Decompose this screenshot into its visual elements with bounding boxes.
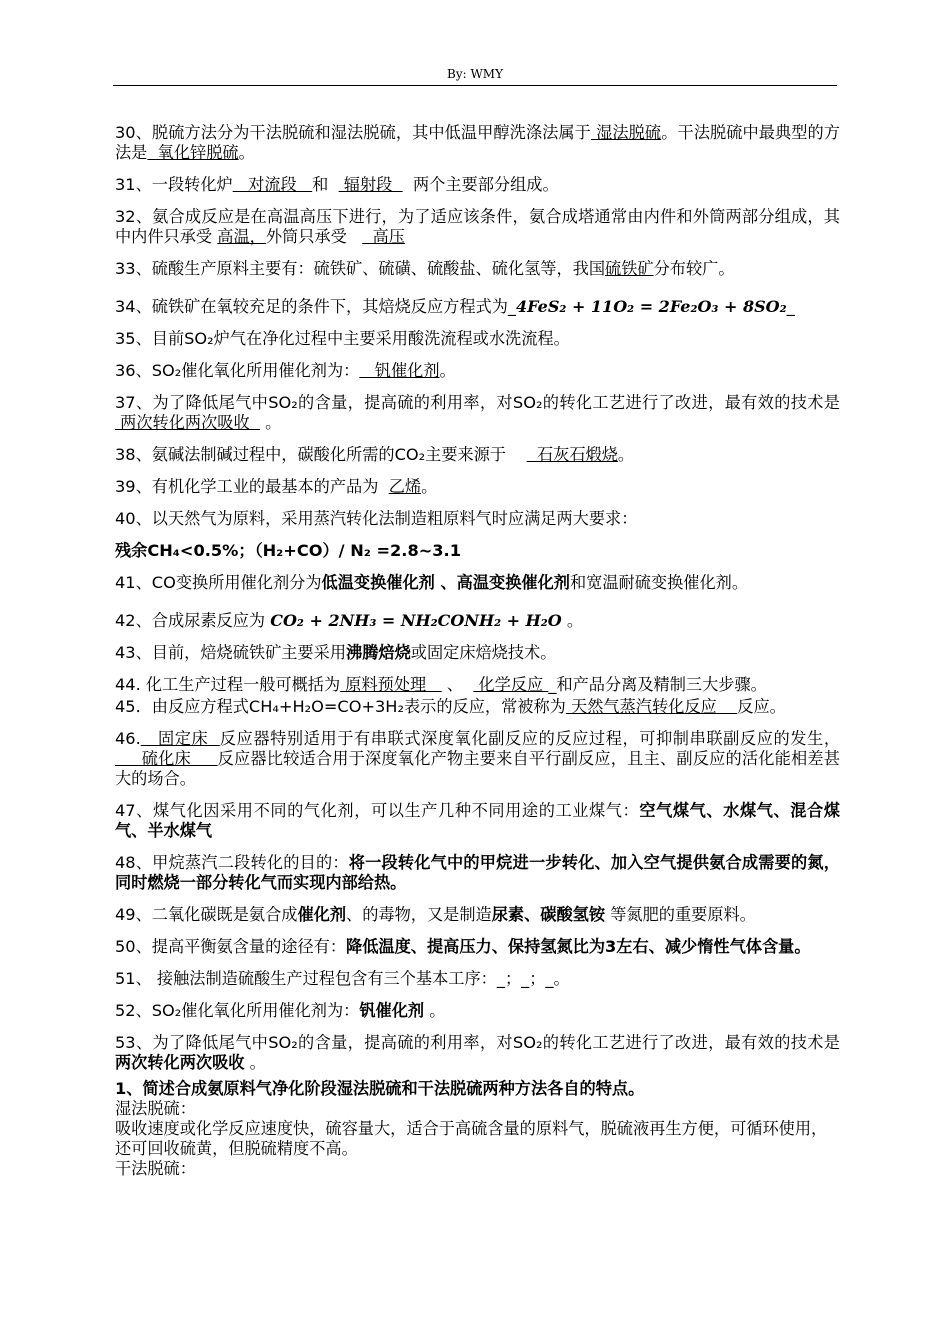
question-46: 46. 固定床 反应器特别适用于有串联式深度氧化副反应的反应过程，可抑制串联副反应的发生， 硫化床 反应器比较适合用于深度氧化产物主要来自平行副反应，且主、副反应的活化能相差甚大的场合。 xyxy=(115,729,841,788)
question-49: 49、二氧化碳既是氨合成催化剂、的毒物，又是制造尿素、碳酸氢铵 等氮肥的重要原料。 xyxy=(115,905,756,924)
essay-wet-text: 吸收速度或化学反应速度快，硫容量大，适合于高硫含量的原料气，脱硫液再生方便，可循环使用，还可回收硫黄，但脱硫精度不高。 xyxy=(115,1119,828,1158)
question-47: 47、煤气化因采用不同的气化剂，可以生产几种不同用途的工业煤气：空气煤气、水煤气、混合煤气、半水煤气 xyxy=(115,801,840,840)
question-34: 34、硫铁矿在氧较充足的条件下，其焙烧反应方程式为_4FeS₂ + 11O₂ = 2Fe₂O₃ + 8SO₂_ xyxy=(115,297,795,316)
formula-pyrite-roasting: 4FeS₂ + 11O₂ = 2Fe₂O₃ + 8SO₂ xyxy=(516,297,787,316)
question-53: 53、为了降低尾气中SO₂的含量，提高硫的利用率，对SO₂的转化工艺进行了改进，最有效的技术是 两次转化两次吸收 。 xyxy=(115,1033,840,1072)
question-40: 40、以天然气为原料，采用蒸汽转化法制造粗原料气时应满足两大要求： xyxy=(115,509,638,528)
question-45: 45．由反应方程式CH₄+H₂O=CO+3H₂表示的反应，常被称为 天然气蒸汽转化反应 反应。 xyxy=(115,697,786,716)
essay-dry-label: 干法脱硫： xyxy=(115,1159,196,1178)
question-32: 32、氨合成反应是在高温高压下进行，为了适应该条件，氨合成塔通常由内件和外筒两部分组成，其中内件只承受 高温，外筒只承受 高压 xyxy=(115,207,840,246)
question-33: 33、硫酸生产原料主要有：硫铁矿、硫磺、硫酸盐、硫化氢等，我国硫铁矿分布较广。 xyxy=(115,259,735,278)
question-51: 51、 接触法制造硫酸生产过程包含有三个基本工序：_；_；_。 xyxy=(115,969,570,988)
header-rule xyxy=(113,85,837,86)
question-52: 52、SO₂催化氧化所用催化剂为：钒催化剂 。 xyxy=(115,1001,446,1020)
question-38: 38、氨碱法制碱过程中，碳酸化所需的CO₂主要来源于 石灰石煅烧。 xyxy=(115,445,635,464)
question-41: 41、CO变换所用催化剂分为低温变换催化剂 、高温变换催化剂和宽温耐硫变换催化剂。 xyxy=(115,573,749,592)
question-48: 48、甲烷蒸汽二段转化的目的：将一段转化气中的甲烷进一步转化、加入空气提供氨合成需要的氮，同时燃烧一部分转化气而实现内部给热。 xyxy=(115,853,840,892)
document-body xyxy=(115,123,840,1179)
question-30: 30、脱硫方法分为干法脱硫和湿法脱硫，其中低温甲醇洗涤法属于 湿法脱硫。干法脱硫中最典型的方法是 氧化锌脱硫。 xyxy=(115,123,840,162)
question-43: 43、目前，焙烧硫铁矿主要采用沸腾焙烧或固定床焙烧技术。 xyxy=(115,643,557,662)
question-35: 35、目前SO₂炉气在净化过程中主要采用酸洗流程或水洗流程。 xyxy=(115,329,570,348)
question-39: 39、有机化学工业的最基本的产品为 乙烯。 xyxy=(115,477,438,496)
page-header: By: WMY xyxy=(447,67,503,81)
question-31: 31、一段转化炉 对流段 和 辐射段 两个主要部分组成。 xyxy=(115,175,559,194)
question-50: 50、提高平衡氨含量的途径有：降低温度、提高压力、保持氢氮比为3左右、减少惰性气体含量。 xyxy=(115,937,811,956)
question-42: 42、合成尿素反应为 CO₂ + 2NH₃ = NH₂CONH₂ + H₂O 。 xyxy=(115,611,584,630)
question-44: 44. 化工生产过程一般可概括为 原料预处理 、 化学反应 _和产品分离及精制三大步骤。 xyxy=(115,675,767,694)
question-40-answer: 残余CH₄<0.5%；（H₂+CO）/ N₂ =2.8~3.1 xyxy=(115,541,461,560)
question-36: 36、SO₂催化氧化所用催化剂为： 钒催化剂。 xyxy=(115,361,456,380)
formula-urea-synthesis: CO₂ + 2NH₃ = NH₂CONH₂ + H₂O xyxy=(270,611,562,630)
essay-wet-label: 湿法脱硫： xyxy=(115,1099,196,1118)
essay-title: 1、简述合成氨原料气净化阶段湿法脱硫和干法脱硫两种方法各自的特点。 xyxy=(115,1079,645,1098)
question-37: 37、为了降低尾气中SO₂的含量，提高硫的利用率，对SO₂的转化工艺进行了改进，最有效的技术是 两次转化两次吸收 。 xyxy=(115,393,840,432)
